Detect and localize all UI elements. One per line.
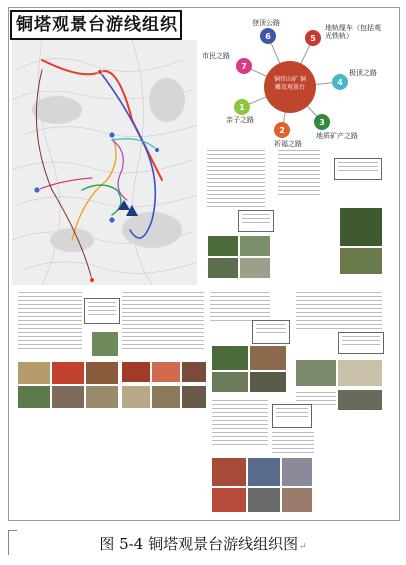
figure-caption <box>0 533 406 554</box>
route-wheel <box>202 12 404 162</box>
photo <box>92 332 118 356</box>
photo <box>248 488 280 512</box>
wheel-node-7-num: 7 <box>241 62 247 71</box>
wheel-label-1: 亲子之路 <box>226 116 254 124</box>
wheel-label-2: 祈福之路 <box>274 140 302 148</box>
route-table <box>84 298 120 324</box>
photo <box>212 346 248 370</box>
photo <box>250 372 286 392</box>
photo <box>340 208 382 246</box>
text-lines <box>296 292 382 332</box>
photo <box>296 360 336 386</box>
route-table <box>334 158 382 180</box>
photo <box>86 362 118 384</box>
wheel-label-6: 登顶公路 <box>252 19 280 27</box>
title-box <box>10 10 182 40</box>
wheel-node-6-num: 6 <box>265 32 271 41</box>
paragraph-mark: ↵ <box>299 542 307 552</box>
photo <box>240 258 270 278</box>
photo <box>122 362 150 382</box>
photo <box>182 362 206 382</box>
text-lines <box>272 432 314 456</box>
wheel-label-5: 地轨缆车（包括观光铁轨） <box>325 24 381 40</box>
text-lines <box>278 150 320 198</box>
wheel-node-5-num: 5 <box>310 34 316 43</box>
photo <box>212 488 246 512</box>
wheel-node-4-num: 4 <box>337 78 343 87</box>
photo <box>52 386 84 408</box>
wheel-label-7: 市民之路 <box>202 52 230 60</box>
photo <box>250 346 286 370</box>
wheel-node-2-num: 2 <box>279 126 285 135</box>
wheel-node-1-num: 1 <box>239 103 245 112</box>
wheel-center-label: 铜官山矿 铜雕及观景台 <box>274 76 306 91</box>
photo <box>86 386 118 408</box>
caption-text: 图 5-4 铜塔观景台游线组织图 <box>99 535 299 553</box>
route-table <box>272 404 312 428</box>
photo <box>282 488 312 512</box>
photo <box>152 362 180 382</box>
photo <box>212 458 246 486</box>
photo <box>240 236 270 256</box>
photo <box>182 386 206 408</box>
photo <box>338 390 382 410</box>
photo <box>18 362 50 384</box>
wheel-label-4: 极顶之路 <box>349 69 377 77</box>
route-table <box>252 320 290 344</box>
page-title: 铜塔观景台游线组织 <box>16 15 178 35</box>
photo <box>52 362 84 384</box>
route-table <box>338 332 384 354</box>
wheel-node-3-num: 3 <box>319 118 325 127</box>
route-table <box>238 210 274 232</box>
wheel-label-3: 地质矿产之路 <box>316 132 358 140</box>
photo <box>338 360 382 386</box>
text-lines <box>18 292 82 352</box>
photo <box>282 458 312 486</box>
text-lines <box>207 150 265 210</box>
route-map <box>12 40 197 285</box>
photo <box>122 386 150 408</box>
photo <box>18 386 50 408</box>
photo <box>248 458 280 486</box>
photo <box>208 236 238 256</box>
photo <box>208 258 238 278</box>
photo <box>340 248 382 274</box>
text-lines <box>212 400 268 448</box>
photo <box>152 386 180 408</box>
map-drawing <box>12 40 197 285</box>
photo <box>212 372 248 392</box>
text-lines <box>122 292 204 352</box>
